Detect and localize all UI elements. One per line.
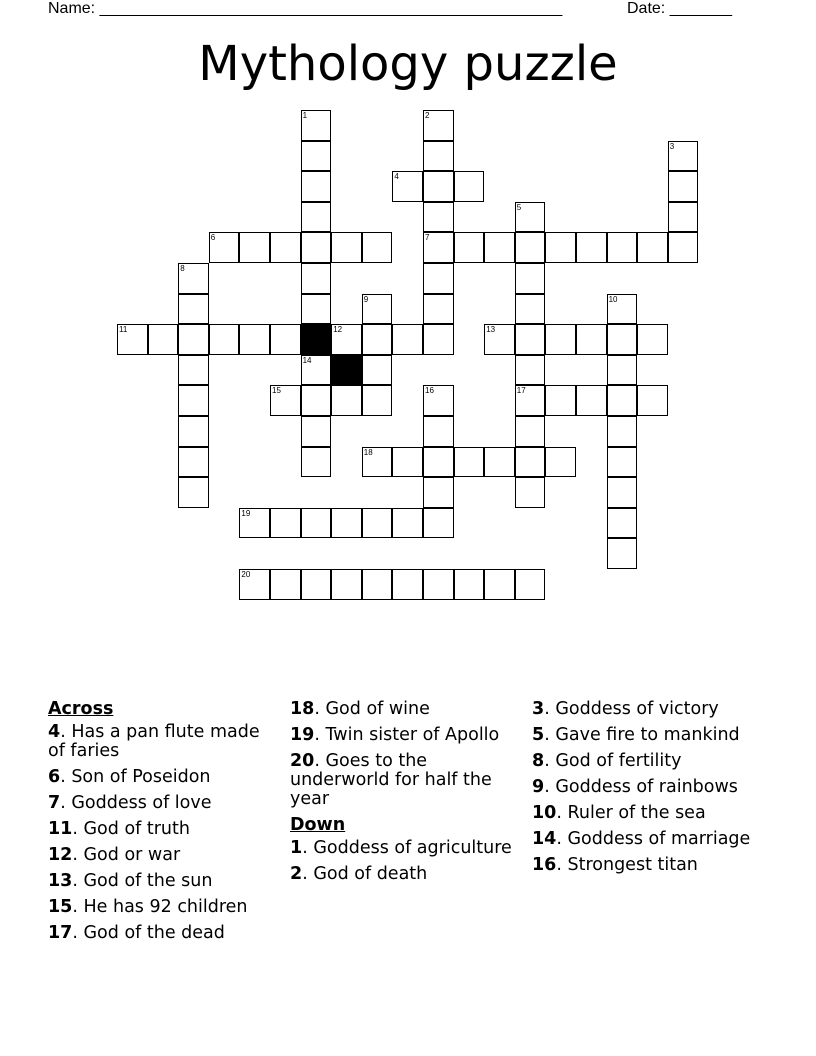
clue-text: God of death [313,864,428,884]
down-clue: 3. Goddess of victory [532,699,719,719]
grid-cell[interactable] [362,324,393,355]
grid-cell[interactable] [301,141,332,172]
clue-number: 16 [532,855,557,875]
grid-cell[interactable] [454,569,485,600]
down-clue: 1. Goddess of agriculture [290,838,512,858]
clue-number: 1 [290,838,303,858]
clue-number: 10 [532,803,557,823]
grid-cell[interactable] [178,477,209,508]
cell-number: 19 [241,508,251,518]
grid-cell[interactable] [239,232,270,263]
grid-cell[interactable] [209,232,240,263]
grid-cell[interactable] [637,385,668,416]
down-clue: 10. Ruler of the sea [532,803,706,823]
grid-cell[interactable] [423,171,454,202]
grid-cell[interactable] [423,477,454,508]
grid-cell[interactable] [423,385,454,416]
grid-cell[interactable] [362,294,393,325]
clue-text: He has 92 children [83,897,248,917]
clue-text: Goddess of marriage [567,829,751,849]
cell-number: 17 [516,386,526,396]
cell-number: 5 [516,202,522,212]
grid-cell[interactable] [178,355,209,386]
cell-number: 8 [180,264,185,273]
across-clue: 13. God of the sun [48,871,213,891]
clue-number: 19 [290,725,315,745]
grid-cell[interactable] [392,508,423,539]
grid-cell[interactable] [270,232,301,263]
grid-cell[interactable] [515,569,546,600]
grid-cell[interactable] [423,202,454,233]
grid-cell[interactable] [515,294,546,325]
grid-cell[interactable] [209,324,240,355]
grid-cell[interactable] [515,385,546,416]
clue-text: God of truth [83,819,190,839]
clue-number: 13 [48,871,73,891]
grid-cell[interactable] [668,202,699,233]
grid-cell[interactable] [637,324,668,355]
black-square [331,355,362,386]
across-clue: 19. Twin sister of Apollo [290,725,500,745]
grid-cell[interactable] [362,385,393,416]
grid-cell[interactable] [515,324,546,355]
clue-text: Goes to the underworld for half the year [290,751,492,809]
across-clue: 6. Son of Poseidon [48,767,211,787]
grid-cell[interactable] [392,447,423,478]
grid-cell[interactable] [484,569,515,600]
cell-number: 1 [302,111,308,120]
grid-cell[interactable] [392,569,423,600]
grid-cell[interactable] [301,263,332,294]
clue-number: 20 [290,751,315,771]
grid-cell[interactable] [545,385,576,416]
cell-number: 3 [669,141,675,151]
grid-cell[interactable] [515,355,546,386]
clue-number: 6 [48,767,61,787]
grid-cell[interactable] [607,508,638,539]
across-clue: 12. God or war [48,845,181,865]
grid-cell[interactable] [301,416,332,447]
grid-cell[interactable] [515,477,546,508]
grid-cell[interactable] [331,385,362,416]
grid-cell[interactable] [668,171,699,202]
clue-number: 15 [48,897,73,917]
clue-number: 2 [290,864,303,884]
clue-text: Son of Poseidon [71,767,211,787]
grid-cell[interactable] [423,324,454,355]
grid-cell[interactable] [423,110,454,141]
grid-cell[interactable] [301,232,332,263]
cell-number: 11 [119,325,128,335]
name-label: Name: [48,0,96,17]
cell-number: 20 [241,570,251,579]
across-clue: 18. God of wine [290,699,430,719]
grid-cell[interactable] [607,355,638,386]
grid-cell[interactable] [607,538,638,569]
cell-number: 9 [363,294,369,304]
grid-cell[interactable] [454,447,485,478]
date-line[interactable]: _______ [669,0,732,17]
down-clue: 14. Goddess of marriage [532,829,751,849]
across-clue: 7. Goddess of love [48,793,212,813]
grid-cell[interactable] [423,447,454,478]
clue-number: 17 [48,923,73,943]
clue-text: God of wine [325,699,430,719]
clue-number: 12 [48,845,73,865]
down-clue: 2. God of death [290,864,428,884]
grid-cell[interactable] [362,569,393,600]
grid-cell[interactable] [301,294,332,325]
grid-cell[interactable] [545,232,576,263]
grid-cell[interactable] [423,263,454,294]
grid-cell[interactable] [362,447,393,478]
grid-cell[interactable] [423,569,454,600]
clue-text: God or war [83,845,181,865]
grid-cell[interactable] [545,324,576,355]
grid-cell[interactable] [362,508,393,539]
clue-text: Has a pan flute made of faries [48,722,260,761]
grid-cell[interactable] [484,447,515,478]
clue-text: Twin sister of Apollo [325,725,500,745]
grid-cell[interactable] [331,508,362,539]
clue-text: God of fertility [555,751,682,771]
grid-cell[interactable] [270,569,301,600]
grid-cell[interactable] [301,110,332,141]
grid-cell[interactable] [576,385,607,416]
clue-number: 14 [532,829,557,849]
grid-cell[interactable] [362,232,393,263]
grid-cell[interactable] [178,324,209,355]
grid-cell[interactable] [668,232,699,263]
clue-text: Gave fire to mankind [555,725,740,745]
grid-cell[interactable] [423,141,454,172]
clue-text: Goddess of rainbows [555,777,738,797]
grid-cell[interactable] [515,416,546,447]
across-clue: 11. God of truth [48,819,190,839]
grid-cell[interactable] [576,232,607,263]
clue-column-2 [290,700,522,891]
cell-number: 4 [394,172,399,182]
grid-cell[interactable] [270,385,301,416]
clue-text: Ruler of the sea [567,803,706,823]
grid-cell[interactable] [301,385,332,416]
grid-cell[interactable] [668,141,699,172]
across-clue: 4. Has a pan flute made of faries [48,722,260,761]
grid-cell[interactable] [178,263,209,294]
across-clue: 17. God of the dead [48,923,225,943]
grid-cell[interactable] [239,569,270,600]
across-clue: 20. Goes to the underworld for half the year [290,751,492,809]
cell-number: 18 [363,447,373,457]
cell-number: 7 [425,233,430,243]
cell-number: 15 [272,386,281,396]
grid-cell[interactable] [607,477,638,508]
grid-cell[interactable] [301,508,332,539]
grid-cell[interactable] [331,324,362,355]
grid-cell[interactable] [301,202,332,233]
grid-cell[interactable] [423,232,454,263]
grid-cell[interactable] [331,232,362,263]
grid-cell[interactable] [392,324,423,355]
cell-number: 16 [425,386,434,396]
grid-cell[interactable] [515,447,546,478]
clue-text: Goddess of love [71,793,212,813]
grid-cell[interactable] [545,447,576,478]
grid-cell[interactable] [515,232,546,263]
grid-cell[interactable] [637,232,668,263]
cell-number: 13 [486,325,496,335]
clue-column-3 [532,700,764,882]
down-clue: 16. Strongest titan [532,855,698,875]
clue-number: 9 [532,777,545,797]
across-heading: Across [48,699,114,719]
cell-number: 6 [210,233,216,243]
grid-cell[interactable] [423,294,454,325]
grid-cell[interactable] [178,294,209,325]
clue-number: 18 [290,699,315,719]
grid-cell[interactable] [331,569,362,600]
clue-number: 11 [48,819,73,839]
clue-number: 3 [532,699,545,719]
cell-number: 10 [608,294,618,304]
grid-cell[interactable] [484,232,515,263]
clue-text: Strongest titan [567,855,698,875]
grid-cell[interactable] [515,263,546,294]
grid-cell[interactable] [423,508,454,539]
grid-cell[interactable] [178,416,209,447]
grid-cell[interactable] [607,294,638,325]
grid-cell[interactable] [454,171,485,202]
grid-cell[interactable] [362,355,393,386]
grid-cell[interactable] [178,385,209,416]
grid-cell[interactable] [423,416,454,447]
grid-cell[interactable] [301,569,332,600]
grid-cell[interactable] [178,447,209,478]
grid-cell[interactable] [239,508,270,539]
clue-text: Goddess of victory [555,699,719,719]
grid-cell[interactable] [576,324,607,355]
cell-number: 2 [425,111,430,120]
grid-cell[interactable] [454,232,485,263]
grid-cell[interactable] [515,202,546,233]
grid-cell[interactable] [239,324,270,355]
clue-number: 5 [532,725,545,745]
grid-cell[interactable] [270,324,301,355]
clue-number: 7 [48,793,61,813]
grid-cell[interactable] [607,416,638,447]
grid-cell[interactable] [301,447,332,478]
black-square [301,324,332,355]
cell-number: 14 [302,355,312,365]
grid-cell[interactable] [607,324,638,355]
down-clue: 8. God of fertility [532,751,682,771]
grid-cell[interactable] [607,385,638,416]
date-label: Date: [627,0,666,17]
grid-cell[interactable] [117,324,148,355]
clue-text: Goddess of agriculture [313,838,512,858]
grid-cell[interactable] [607,232,638,263]
across-clue: 15. He has 92 children [48,897,248,917]
down-clue: 5. Gave fire to mankind [532,725,740,745]
cell-number: 12 [333,325,343,335]
grid-cell[interactable] [270,508,301,539]
clue-number: 8 [532,751,545,771]
grid-cell[interactable] [607,447,638,478]
name-line[interactable]: ____________________________________________________ [99,0,563,17]
down-heading: Down [290,815,346,835]
grid-cell[interactable] [301,171,332,202]
clue-column-1 [48,700,280,950]
down-clue: 9. Goddess of rainbows [532,777,738,797]
clue-text: God of the dead [83,923,225,943]
clue-text: God of the sun [83,871,213,891]
grid-cell[interactable] [392,171,423,202]
grid-cell[interactable] [301,355,332,386]
page-title: Mythology puzzle [198,36,618,92]
clue-number: 4 [48,722,61,742]
grid-cell[interactable] [484,324,515,355]
grid-cell[interactable] [148,324,179,355]
